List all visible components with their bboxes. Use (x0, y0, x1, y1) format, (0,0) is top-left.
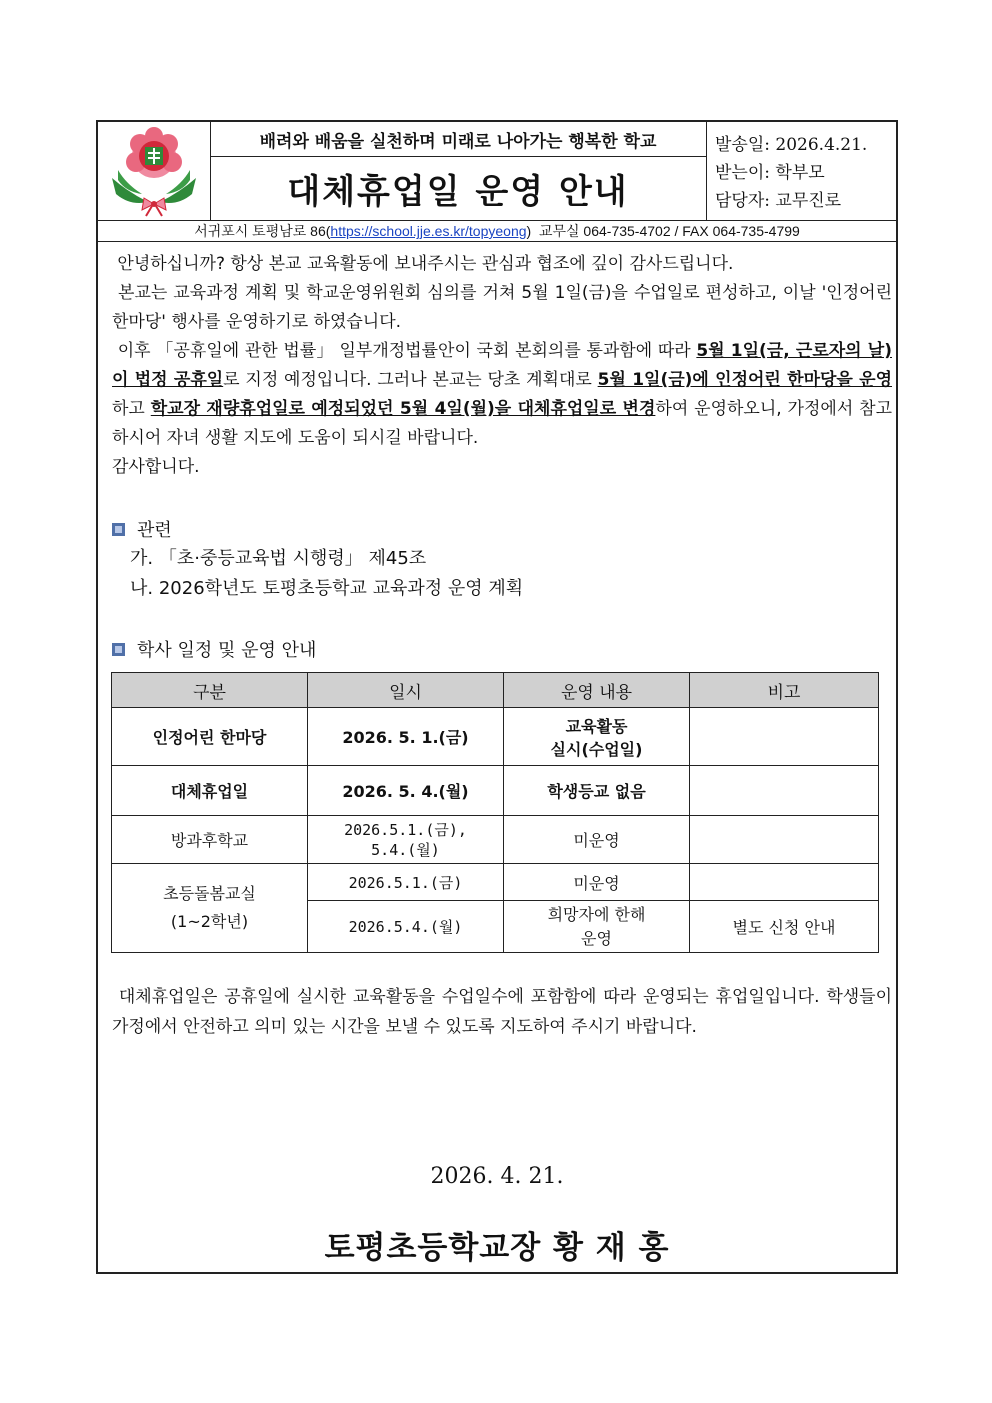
header (98, 122, 896, 220)
schedule-table (111, 672, 879, 953)
address-text: 서귀포시 토평남로 86( (194, 223, 331, 239)
table-header-row (112, 673, 879, 708)
contact-text: ) 교무실 064-735-4702 / FAX 064-735-4799 (526, 223, 800, 239)
emphasis-substitute: 학교장 재량휴업일로 예정되었던 5월 4일(월)을 대체휴업일로 변경 (150, 399, 656, 419)
square-bullet-icon (112, 523, 125, 536)
recipient: 받는이: 학부모 (715, 163, 825, 183)
related-item-2: 나. 2026학년도 토평초등학교 교육과정 운영 계획 (130, 578, 524, 599)
intro-paragraph-3: 이후 「공휴일에 관한 법률」 일부개정법률안이 국회 본회의를 통과함에 따라 5월 1일(금, 근로자의 날)이 법정 공휴일로 지정 예정입니다. 그러나 본교는 당초 계획대로 5월 1일(금)에 인정어린 한마당을 운영하고 학교장 재량휴업일로 예정되었던 5월 4일(월)을 대체휴업일로 변경하여 운영하오니, 가정에서 참고하시어 자녀 생활 지도에 도움이 되시길 바랍니다. (112, 341, 893, 448)
emphasis-event: 5월 1일(금)에 인정어린 한마당을 운영 (597, 370, 893, 390)
table-row: 방과후학교 2026.5.1.(금), 5.4.(월) 미운영 (112, 816, 879, 864)
school-logo (98, 122, 211, 220)
column-header: 일시 (308, 673, 504, 708)
intro-paragraph-2: 본교는 교육과정 계획 및 학교운영위원회 심의를 거쳐 5월 1일(금)을 수업일로 편성하고, 이날 '인정어린 한마당' 행사를 운영하기로 하였습니다. (112, 283, 892, 332)
manager: 담당자: 교무진로 (715, 191, 842, 211)
table-row: 초등돌봄교실 (1~2학년) 2026.5.1.(금) 미운영 (112, 864, 879, 901)
intro-body (112, 250, 892, 482)
document-meta (706, 122, 897, 220)
emphasis-holiday: 5월 1일(금, 근로자의 날)이 법정 공휴일 (112, 341, 892, 390)
table-row: 2026.5.4.(월) 희망자에 한해 운영 별도 신청 안내 (112, 901, 879, 953)
square-bullet-icon (112, 643, 125, 656)
school-url-link[interactable]: https://school.jje.es.kr/topyeong (330, 223, 527, 239)
column-header: 운영 내용 (504, 673, 690, 708)
school-slogan: 배려와 배움을 실천하며 미래로 나아가는 행복한 학교 (210, 122, 706, 157)
document-date: 2026. 4. 21. (430, 1164, 564, 1189)
principal-signature: 토평초등학교장 황 재 홍 (324, 1230, 670, 1266)
page-title: 대체휴업일 운영 안내 (287, 172, 629, 212)
related-item-1: 가. 「초·중등교육법 시행령」 제45조 (130, 548, 427, 569)
school-address (98, 220, 896, 242)
table-row: 인정어린 한마당 2026. 5. 1.(금) 교육활동 실시(수업일) (112, 708, 879, 766)
related-heading: 관련 (112, 516, 172, 542)
schedule-heading: 학사 일정 및 운영 안내 (112, 636, 316, 662)
document-frame (96, 120, 898, 1274)
send-date: 발송일: 2026.4.21. (715, 135, 868, 155)
column-header: 구분 (112, 673, 308, 708)
table-row: 대체휴업일 2026. 5. 4.(월) 학생등교 없음 (112, 766, 879, 816)
school-emblem-icon (98, 122, 210, 220)
column-header: 비고 (690, 673, 879, 708)
intro-paragraph-4: 감사합니다. (112, 457, 200, 477)
intro-paragraph-1: 안녕하십니까? 항상 본교 교육활동에 보내주시는 관심과 협조에 깊이 감사드립니다. (117, 254, 734, 274)
closing-paragraph: 대체휴업일은 공휴일에 실시한 교육활동을 수업일수에 포함함에 따라 운영되는 휴업일입니다. 학생들이 가정에서 안전하고 의미 있는 시간을 보낼 수 있도록 지도하여 주시기 바랍니다. (112, 987, 893, 1037)
